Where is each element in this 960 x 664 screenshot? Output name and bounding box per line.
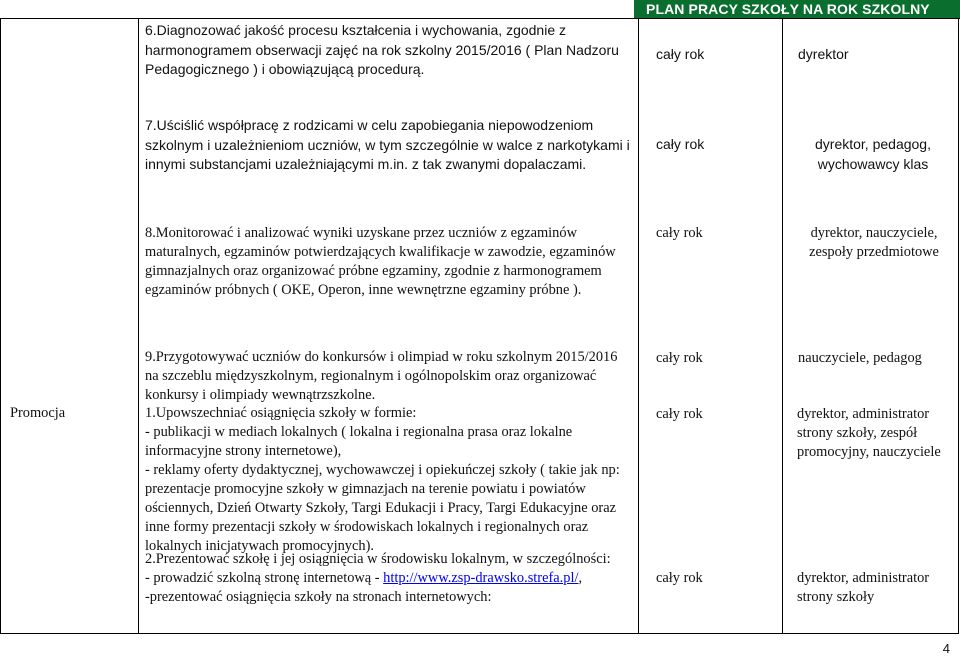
- promotion-item-1-term: cały rok: [656, 406, 703, 422]
- task-6-responsible: dyrektor: [798, 46, 849, 62]
- task-6-term: cały rok: [656, 46, 705, 62]
- task-8-term: cały rok: [656, 225, 703, 241]
- promotion-item-2-line-1-suffix: ,: [578, 570, 583, 586]
- table-bottom-border: [0, 633, 959, 634]
- promotion-item-2-line-2: -prezentować osiągnięcia szkoły na stronach internetowych:: [145, 589, 492, 605]
- task-9-term: cały rok: [656, 350, 703, 366]
- promotion-item-2-line-1-prefix: - prowadzić szkolną stronę internetową -: [145, 570, 384, 586]
- promotion-item-2-term: cały rok: [656, 570, 703, 586]
- column-divider-2: [638, 18, 639, 634]
- column-divider-3: [782, 18, 783, 634]
- task-8-responsible: dyrektor, nauczyciele, zespoły przedmiotowe: [809, 225, 939, 260]
- category-promocja: Promocja: [10, 405, 66, 421]
- table-top-border-right: [634, 18, 960, 19]
- promotion-item-2: [145, 550, 631, 607]
- promotion-item-2-line-1: [145, 569, 631, 588]
- task-9-text: 9.Przygotowywać uczniów do konkursów i olimpiad w roku szkolnym 2015/2016 na szczeblu międzyszkolnym, regionalnym i ogólnopolskim oraz organizować konkursy i olimpiady wewnątrzszkolne.: [145, 349, 618, 403]
- task-7-term: cały rok: [656, 136, 705, 152]
- table-top-border: [0, 18, 634, 19]
- promotion-item-2-responsible: dyrektor, administrator strony szkoły: [797, 570, 930, 605]
- promotion-item-1-line-2: - reklamy oferty dydaktycznej, wychowawczej i opiekuńczej szkoły ( takie jak np: prezentacje promocyjne szkoły w gimnazjach na terenie powiatu i powiatów ościennych, Dzień Otwarty Szkoły, Targi Edukacji i Pracy, Targi Edukacyjne oraz inne formy prezentacji szkoły w środowiskach lokalnych i regionalnych oraz lokalnych inicjatywach promocyjnych).: [145, 462, 620, 554]
- table-right-border: [958, 18, 959, 634]
- promotion-item-1: [145, 404, 631, 556]
- page-number: 4: [942, 641, 950, 656]
- task-6-text: 6.Diagnozować jakość procesu kształcenia i wychowania, zgodnie z harmonogramem obserwacji zajęć na rok szkolny 2015/2016 ( Plan Nadzoru Pedagogicznego ) i obowiązującą procedurą.: [145, 22, 619, 77]
- task-8-text: 8.Monitorować i analizować wyniki uzyskane przez uczniów z egzaminów maturalnych, egzaminów potwierdzających kwalifikacje w zawodzie, egzaminów gimnazjalnych oraz organizować próbne egzaminy, zgodnie z harmonogramem egzaminów próbnych ( OKE, Operon, inne wewnętrzne egzaminy próbne ).: [145, 225, 616, 298]
- promotion-item-1-title: 1.Upowszechniać osiągnięcia szkoły w formie:: [145, 405, 417, 421]
- document-header: PLAN PRACY SZKOŁY NA ROK SZKOLNY 2015/2016: [634, 0, 960, 18]
- task-7-text: 7.Uściślić współpracę z rodzicami w celu zapobiegania niepowodzeniom szkolnym i uzależnieniom uczniów, w tym szczególnie w walce z narkotykami i innymi substancjami uzależniającymi m.in. z tak zwanymi dopalaczami.: [145, 117, 630, 172]
- task-7-responsible: dyrektor, pedagog, wychowawcy klas: [815, 136, 931, 172]
- school-website-link[interactable]: http://www.zsp-drawsko.strefa.pl/: [383, 570, 579, 586]
- table-left-border: [0, 18, 1, 634]
- promotion-item-1-line-1: - publikacji w mediach lokalnych ( lokalna i regionalna prasa oraz lokalne informacyjne strony internetowe),: [145, 424, 573, 459]
- promotion-item-1-responsible: dyrektor, administrator strony szkoły, zespół promocyjny, nauczyciele: [797, 406, 941, 460]
- column-divider-1: [138, 18, 139, 634]
- task-9-responsible: nauczyciele, pedagog: [798, 350, 922, 366]
- promotion-item-2-title: 2.Prezentować szkołę i jej osiągnięcia w środowisku lokalnym, w szczególności:: [145, 551, 611, 567]
